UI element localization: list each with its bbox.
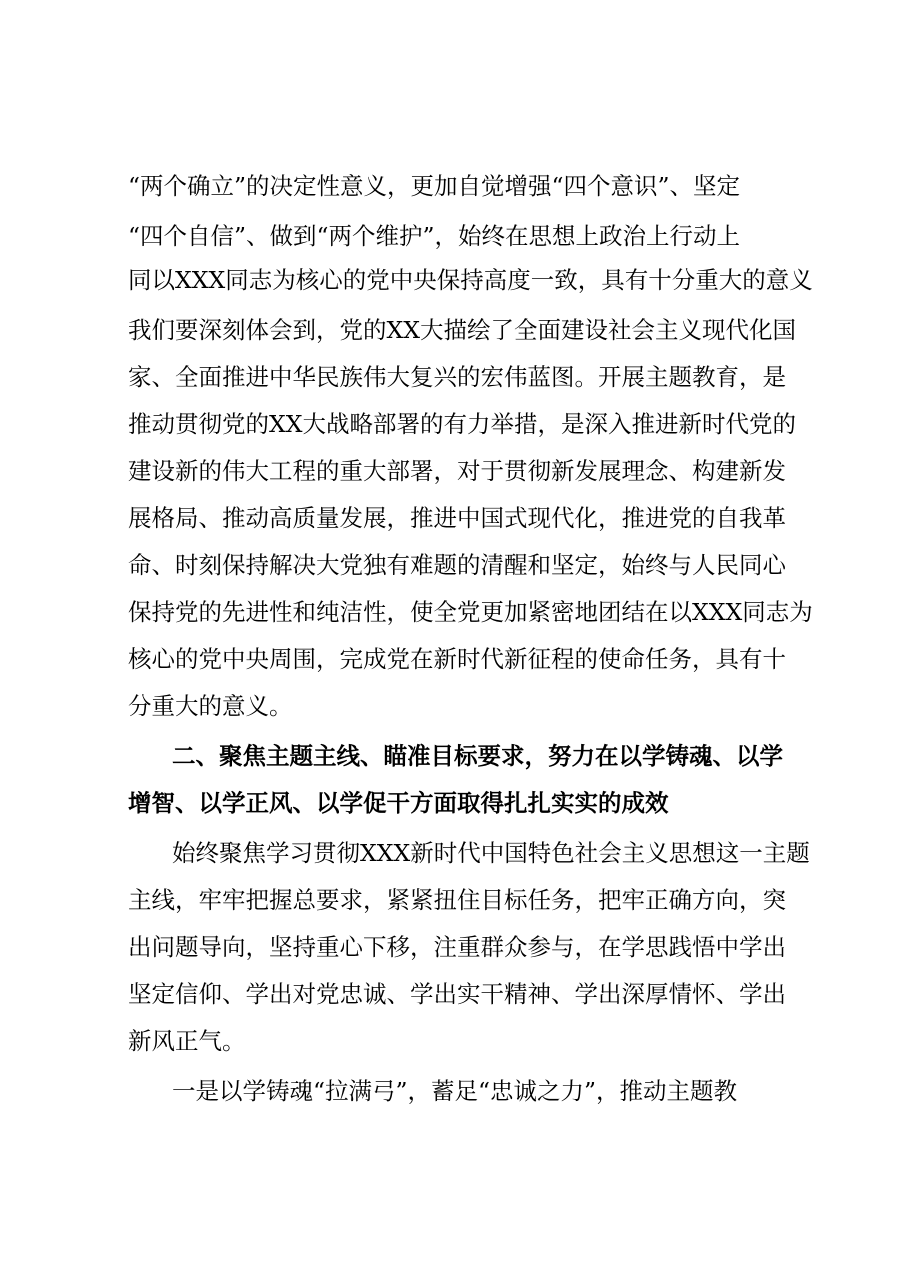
paragraph-1-line-7: 建设新的伟大工程的重大部署，对于贯彻新发展理念、构建新发 <box>128 457 786 485</box>
paragraph-1-line-6: 推动贯彻党的XX大战略部署的有力举措，是深入推进新时代党的 <box>128 410 796 438</box>
paragraph-1-line-10: 保持党的先进性和纯洁性，使全党更加紧密地团结在以XXX同志为 <box>128 598 813 626</box>
paragraph-2-line-1: 始终聚焦学习贯彻XXX新时代中国特色社会主义思想这一主题 <box>172 839 810 867</box>
paragraph-2-line-2: 主线，牢牢把握总要求，紧紧扭住目标任务，把牢正确方向，突 <box>128 886 786 914</box>
section-heading-line-1: 二、聚焦主题主线、瞄准目标要求，努力在以学铸魂、以学 <box>172 742 783 770</box>
paragraph-1-line-11: 核心的党中央周围，完成党在新时代新征程的使命任务，具有十 <box>128 645 786 673</box>
paragraph-1-line-4: 我们要深刻体会到，党的XX大描绘了全面建设社会主义现代化国 <box>128 316 796 344</box>
paragraph-1-line-12: 分重大的意义。 <box>128 692 293 720</box>
paragraph-1-line-1: “两个确立”的决定性意义，更加自觉增强“四个意识”、坚定 <box>128 172 741 200</box>
paragraph-1-line-9: 命、时刻保持解决大党独有难题的清醒和坚定，始终与人民同心 <box>128 551 786 579</box>
paragraph-2-line-5: 新风正气。 <box>128 1027 246 1055</box>
paragraph-2-line-4: 坚定信仰、学出对党忠诚、学出实干精神、学出深厚情怀、学出 <box>128 980 786 1008</box>
paragraph-1-line-2: “四个自信”、做到“两个维护”，始终在思想上政治上行动上 <box>128 222 741 250</box>
paragraph-1-line-5: 家、全面推进中华民族伟大复兴的宏伟蓝图。开展主题教育，是 <box>128 363 786 391</box>
paragraph-2-line-3: 出问题导向，坚持重心下移，注重群众参与，在学思践悟中学出 <box>128 933 786 961</box>
section-heading-line-2: 增智、以学正风、以学促干方面取得扎扎实实的成效 <box>128 789 669 817</box>
paragraph-1-line-3: 同以XXX同志为核心的党中央保持高度一致，具有十分重大的意义 <box>128 266 813 294</box>
paragraph-1-line-8: 展格局、推动高质量发展，推进中国式现代化，推进党的自我革 <box>128 504 786 532</box>
paragraph-3-line-1: 一是以学铸魂“拉满弓”，蓄足“忠诚之力”，推动主题教 <box>172 1077 738 1105</box>
